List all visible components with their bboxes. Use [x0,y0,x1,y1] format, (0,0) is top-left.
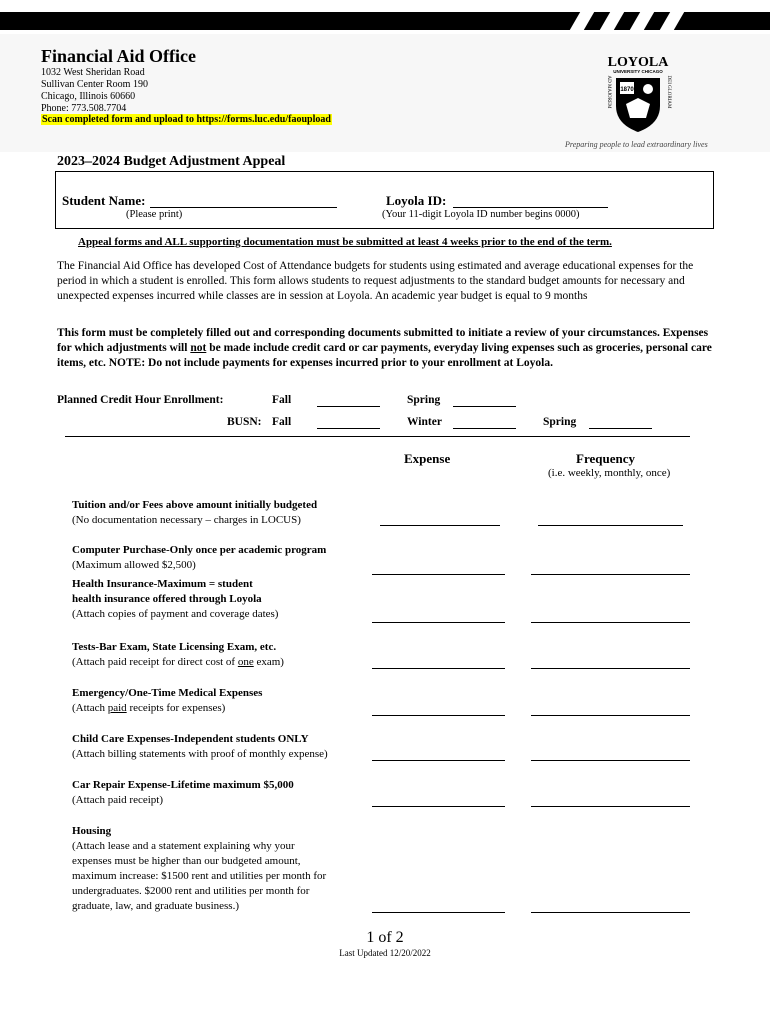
busn-fall-label: Fall [272,416,292,428]
expense-item-health-insurance: Health Insurance-Maximum = student health insurance offered through Loyola (Attach copies of payment and coverage dates) [72,578,279,620]
student-name-label: Student Name: [62,193,146,208]
frequency-column-header: Frequency [576,451,635,466]
student-name-field[interactable] [150,192,337,208]
logo-motto-right: DEI GLORIAM [666,75,671,109]
banner-slash [600,12,624,30]
intro-paragraph: The Financial Aid Office has developed Cost of Attendance budgets for students using estimated and average educational expenses for the period in which a student is enrolled. This form allows students to request adjustments to the standard budget amounts for necessary and unexpected expenses incurred while classes are in session at Loyola. An academic year budget is equal to 9 months [57,260,694,302]
logo-year: 1870 [620,87,634,93]
loyola-logo [596,52,680,138]
tests-frequency-field[interactable] [531,668,690,669]
winter-label: Winter [407,416,442,428]
expense-item-computer: Computer Purchase-Only once per academic program (Maximum allowed $2,500) [72,544,327,571]
frequency-hint: (i.e. weekly, monthly, once) [548,467,671,479]
spring-hours-field[interactable] [453,394,516,407]
tuition-expense-field[interactable] [380,525,500,526]
busn-spring-label: Spring [543,416,577,428]
upload-instructions: Scan completed form and upload to https://forms.luc.edu/faoupload [42,114,331,125]
busn-spring-field[interactable] [589,416,652,429]
banner-slash [660,12,684,30]
logo-subtitle: UNIVERSITY CHICAGO [613,69,663,74]
office-title: Financial Aid Office [41,46,196,66]
banner-slash [630,12,654,30]
logo-wordmark: LOYOLA [607,55,669,70]
form-title: 2023–2024 Budget Adjustment Appeal [57,154,286,169]
health-frequency-field[interactable] [531,622,690,623]
expense-item-tests: Tests-Bar Exam, State Licensing Exam, etc. (Attach paid receipt for direct cost of one exam) [72,641,284,668]
car-repair-frequency-field[interactable] [531,806,690,807]
spring-label: Spring [407,394,441,406]
submission-notice: Appeal forms and ALL supporting documentation must be submitted at least 4 weeks prior to the end of the term. [78,236,612,248]
medical-frequency-field[interactable] [531,715,690,716]
child-care-expense-field[interactable] [372,760,505,761]
page-number: 1 of 2 [366,929,404,946]
tests-expense-field[interactable] [372,668,505,669]
expense-column-header: Expense [404,451,451,466]
busn-label: BUSN: [227,416,262,428]
loyola-id-label: Loyola ID: [386,193,447,208]
loyola-id-hint: (Your 11-digit Loyola ID number begins 0000) [382,209,580,220]
expense-item-housing: Housing (Attach lease and a statement explaining why your expenses must be higher than our budgeted amount, maximum increase: $1500 rent and utilities per month for undergraduates. $2000 rent and utilities per month for graduate, law, and graduate business.) [72,825,327,912]
last-updated: Last Updated 12/20/2022 [339,948,431,958]
computer-expense-field[interactable] [372,574,505,575]
fall-label: Fall [272,394,292,406]
tagline: Preparing people to lead extraordinary lives [565,140,708,149]
banner-slash [570,12,594,30]
health-expense-field[interactable] [372,622,505,623]
logo-motto-left: AD MAJOREM [606,75,611,109]
instructions-paragraph: This form must be completely filled out and corresponding documents submitted to initiate a review of your circumstances. Expenses for which adjustments will not be made include credit card or car payments, everyday living expenses such as groceries, personal care items, etc. NOTE: Do not include payments for expenses incurred prior to your enrollment at Loyola. [57,327,712,369]
credit-hours-label: Planned Credit Hour Enrollment: [57,394,224,406]
address-line: Sullivan Center Room 190 [41,79,148,90]
student-name-hint: (Please print) [126,209,183,220]
top-banner-bar [0,12,770,30]
fall-hours-field[interactable] [317,394,380,407]
medical-expense-field[interactable] [372,715,505,716]
expense-item-medical: Emergency/One-Time Medical Expenses (Attach paid receipts for expenses) [72,687,263,714]
housing-expense-field[interactable] [372,912,505,913]
child-care-frequency-field[interactable] [531,760,690,761]
divider [65,436,690,437]
expense-item-car-repair: Car Repair Expense-Lifetime maximum $5,000 (Attach paid receipt) [72,779,294,806]
car-repair-expense-field[interactable] [372,806,505,807]
busn-fall-field[interactable] [317,416,380,429]
expense-item-tuition: Tuition and/or Fees above amount initially budgeted (No documentation necessary – charges in LOCUS) [72,499,318,526]
address-line: 1032 West Sheridan Road [41,67,145,78]
tuition-frequency-field[interactable] [538,525,683,526]
housing-frequency-field[interactable] [531,912,690,913]
phone-line: Phone: 773.508.7704 [41,103,127,114]
busn-winter-field[interactable] [453,416,516,429]
expense-item-child-care: Child Care Expenses-Independent students ONLY (Attach billing statements with proof of monthly expense) [72,733,328,760]
computer-frequency-field[interactable] [531,574,690,575]
address-line: Chicago, Illinois 60660 [41,91,136,102]
loyola-id-field[interactable] [453,192,608,208]
